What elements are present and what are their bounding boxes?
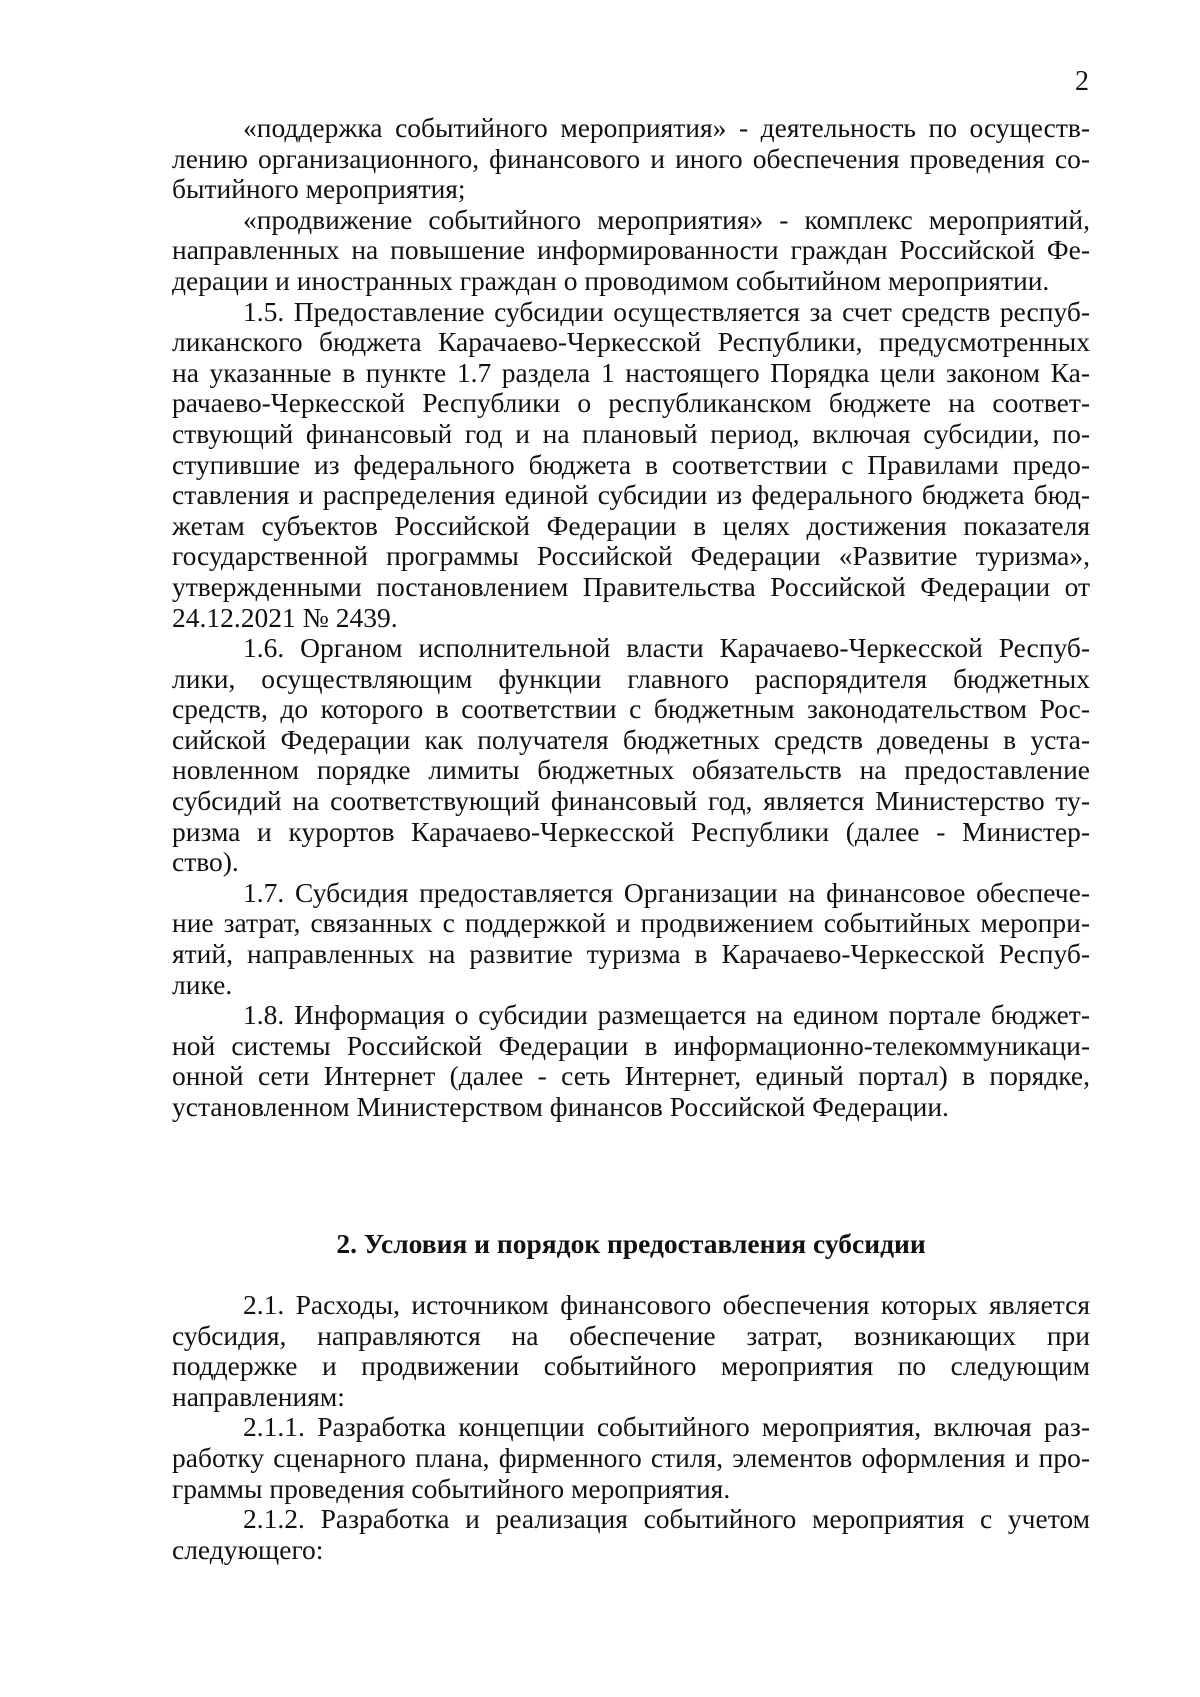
section-1-body — [172, 113, 1090, 1123]
text-line: 24.12.2021 № 2439. — [172, 601, 398, 633]
text-line: рачаево-Черкесской Республики о республиканском бюджете на соответ- — [172, 387, 1090, 419]
text-line: ние затрат, связанных с поддержкой и продвижением событийных меропри- — [172, 907, 1090, 939]
text-line: ризма и курортов Карачаево-Черкесской Республики (далее - Министер- — [172, 815, 1090, 847]
text-line: онной сети Интернет (далее - сеть Интернет, единый портал) в порядке, — [172, 1060, 1090, 1092]
paragraph-p-1-7 — [172, 878, 1090, 1000]
text-line: государственной программы Российской Федерации «Развитие туризма», — [172, 540, 1090, 572]
text-line: жетам субъектов Российской Федерации в целях достижения показателя — [172, 509, 1090, 541]
text-line: ставления и распределения единой субсидии из федерального бюджета бюд- — [172, 479, 1090, 511]
text-line: дерации и иностранных граждан о проводимом событийном мероприятии. — [172, 264, 1050, 296]
text-line: ствующий финансовый год и на плановый период, включая субсидии, по- — [172, 417, 1090, 449]
text-line: 1.8. Информация о субсидии размещается на едином портале бюджет- — [243, 999, 1090, 1031]
text-line: 1.7. Субсидия предоставляется Организации на финансовое обеспече- — [243, 876, 1090, 908]
text-line: лики, осуществляющим функции главного распорядителя бюджетных — [172, 662, 1090, 694]
paragraph-p-1-8 — [172, 1000, 1090, 1122]
text-line: граммы проведения событийного мероприятия. — [172, 1472, 731, 1504]
text-line: направлениям: — [172, 1380, 345, 1412]
text-line: 1.6. Органом исполнительной власти Карачаево-Черкесской Респуб- — [243, 632, 1090, 664]
text-line: лике. — [172, 968, 233, 1000]
paragraph-p-1-5 — [172, 297, 1090, 634]
paragraph-def-promotion — [172, 205, 1090, 297]
text-line: направленных на повышение информированности граждан Российской Фе- — [172, 234, 1090, 266]
text-line: средств, до которого в соответствии с бюджетным законодательством Рос- — [172, 693, 1090, 725]
section-2-body — [172, 1290, 1090, 1565]
text-line: 2.1.2. Разработка и реализация событийного мероприятия с учетом — [243, 1503, 1090, 1535]
paragraph-p-1-6 — [172, 633, 1090, 878]
text-line: ятий, направленных на развитие туризма в Карачаево-Черкесской Респуб- — [172, 938, 1090, 970]
paragraph-p-2-1 — [172, 1290, 1090, 1412]
text-line: лению организационного, финансового и иного обеспечения проведения со- — [172, 142, 1090, 174]
text-line: 1.5. Предоставление субсидии осуществляется за счет средств респуб- — [243, 295, 1090, 327]
text-line: поддержке и продвижении событийного мероприятия по следующим — [172, 1350, 1090, 1382]
text-line: субсидий на соответствующий финансовый год, является Министерство ту- — [172, 785, 1090, 817]
text-line: следующего: — [172, 1533, 324, 1565]
text-line: ной системы Российской Федерации в информационно-телекоммуникаци- — [172, 1029, 1090, 1061]
text-line: бытийного мероприятия; — [172, 173, 466, 205]
text-line: «продвижение событийного мероприятия» - комплекс мероприятий, — [243, 203, 1090, 235]
text-line: субсидия, направляются на обеспечение затрат, возникающих при — [172, 1319, 1090, 1351]
text-line: «поддержка событийного мероприятия» - деятельность по осуществ- — [243, 112, 1090, 143]
section-heading: 2. Условия и порядок предоставления субсидии — [336, 1228, 926, 1259]
text-line: утвержденными постановлением Правительства Российской Федерации от — [172, 570, 1090, 602]
text-line: ликанского бюджета Карачаево-Черкесской Республики, предусмотренных — [172, 326, 1090, 358]
text-line: ство). — [172, 846, 239, 878]
text-line: установленном Министерством финансов Российской Федерации. — [172, 1091, 949, 1122]
page-number: 2 — [1075, 66, 1089, 97]
text-line: 2.1.1. Разработка концепции событийного мероприятия, включая раз- — [243, 1411, 1090, 1443]
paragraph-p-2-1-1 — [172, 1412, 1090, 1504]
text-line: новленном порядке лимиты бюджетных обязательств на предоставление — [172, 754, 1090, 786]
paragraph-p-2-1-2 — [172, 1504, 1090, 1565]
text-line: на указанные в пункте 1.7 раздела 1 настоящего Порядка цели законом Ка- — [172, 356, 1090, 388]
text-line: сийской Федерации как получателя бюджетных средств доведены в уста- — [172, 723, 1090, 755]
text-line: 2.1. Расходы, источником финансового обеспечения которых является — [243, 1289, 1090, 1320]
paragraph-def-support — [172, 113, 1090, 205]
text-line: ступившие из федерального бюджета в соответствии с Правилами предо- — [172, 448, 1090, 480]
text-line: работку сценарного плана, фирменного стиля, элементов оформления и про- — [172, 1441, 1090, 1473]
